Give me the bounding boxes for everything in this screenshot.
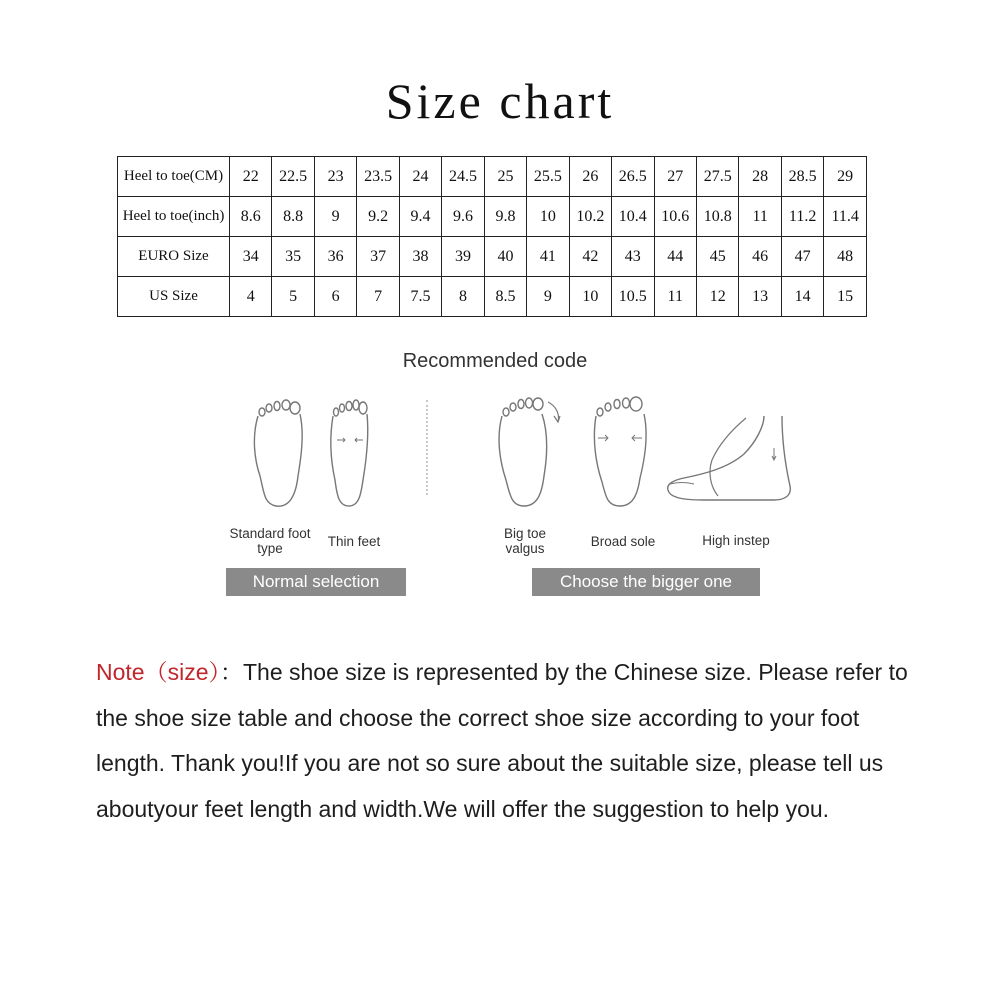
table-cell: 36 (314, 237, 356, 277)
table-cell: 42 (569, 237, 611, 277)
table-cell: 9.8 (484, 197, 526, 237)
table-cell: 6 (314, 277, 356, 317)
table-cell: 4 (230, 277, 272, 317)
table-cell: 26.5 (612, 157, 654, 197)
row-header: Heel to toe(CM) (118, 157, 230, 197)
table-cell: 11 (739, 197, 781, 237)
row-header: Heel to toe(inch) (118, 197, 230, 237)
table-cell: 13 (739, 277, 781, 317)
table-cell: 29 (824, 157, 867, 197)
broad-sole-foot-icon (590, 392, 650, 514)
table-cell: 22.5 (272, 157, 314, 197)
table-cell: 40 (484, 237, 526, 277)
table-cell: 9.4 (399, 197, 441, 237)
table-cell: 25 (484, 157, 526, 197)
note-prefix: Note（size） (96, 659, 220, 685)
table-cell: 28 (739, 157, 781, 197)
table-cell: 47 (781, 237, 823, 277)
table-cell: 7.5 (399, 277, 441, 317)
broad-sole-label: Broad sole (590, 534, 656, 549)
table-cell: 34 (230, 237, 272, 277)
table-cell: 11.2 (781, 197, 823, 237)
table-cell: 48 (824, 237, 867, 277)
table-row (118, 197, 867, 237)
table-cell: 8.5 (484, 277, 526, 317)
table-row (118, 277, 867, 317)
note-text: ：The shoe size is represented by the Chinese size. Please refer to the shoe size table and choose the correct shoe size according to your foot length. Thank you!If you are not so sure about the suitable size, please tell us aboutyour feet length and width.We will offer the suggestion to help you. (96, 659, 908, 822)
table-cell: 24 (399, 157, 441, 197)
table-row (118, 237, 867, 277)
table-cell: 23 (314, 157, 356, 197)
size-table (117, 156, 867, 317)
table-cell: 39 (442, 237, 484, 277)
high-instep-foot-icon (664, 412, 796, 504)
table-cell: 41 (527, 237, 569, 277)
note-paragraph (96, 650, 916, 832)
row-header: EURO Size (118, 237, 230, 277)
table-cell: 43 (612, 237, 654, 277)
table-cell: 28.5 (781, 157, 823, 197)
table-cell: 22 (230, 157, 272, 197)
table-cell: 10.4 (612, 197, 654, 237)
table-cell: 7 (357, 277, 399, 317)
table-cell: 9.2 (357, 197, 399, 237)
table-cell: 46 (739, 237, 781, 277)
table-cell: 37 (357, 237, 399, 277)
standard-foot-icon (248, 396, 308, 514)
table-cell: 9 (527, 277, 569, 317)
table-cell: 35 (272, 237, 314, 277)
normal-selection-badge: Normal selection (226, 568, 406, 596)
choose-bigger-badge: Choose the bigger one (532, 568, 760, 596)
thin-feet-label: Thin feet (327, 534, 381, 549)
table-cell: 15 (824, 277, 867, 317)
thin-foot-icon (325, 396, 375, 514)
table-cell: 10 (527, 197, 569, 237)
table-cell: 24.5 (442, 157, 484, 197)
table-cell: 9 (314, 197, 356, 237)
table-cell: 26 (569, 157, 611, 197)
table-cell: 10 (569, 277, 611, 317)
table-cell: 5 (272, 277, 314, 317)
table-cell: 9.6 (442, 197, 484, 237)
divider (426, 400, 428, 495)
table-cell: 10.6 (654, 197, 696, 237)
table-cell: 8.8 (272, 197, 314, 237)
big-toe-valgus-label: Big toe valgus (503, 526, 547, 556)
table-row (118, 157, 867, 197)
table-cell: 10.2 (569, 197, 611, 237)
table-cell: 11 (654, 277, 696, 317)
table-cell: 23.5 (357, 157, 399, 197)
table-cell: 8 (442, 277, 484, 317)
page-title: Size chart (385, 73, 615, 129)
table-cell: 10.5 (612, 277, 654, 317)
table-cell: 10.8 (696, 197, 738, 237)
table-cell: 14 (781, 277, 823, 317)
big-toe-valgus-foot-icon (494, 392, 566, 514)
table-cell: 12 (696, 277, 738, 317)
table-cell: 27.5 (696, 157, 738, 197)
high-instep-label: High instep (702, 533, 770, 548)
table-cell: 27 (654, 157, 696, 197)
table-cell: 25.5 (527, 157, 569, 197)
table-cell: 8.6 (230, 197, 272, 237)
table-cell: 38 (399, 237, 441, 277)
table-cell: 11.4 (824, 197, 867, 237)
row-header: US Size (118, 277, 230, 317)
standard-foot-label: Standard foot type (229, 526, 311, 556)
recommended-title: Recommended code (402, 350, 588, 372)
table-cell: 44 (654, 237, 696, 277)
table-cell: 45 (696, 237, 738, 277)
